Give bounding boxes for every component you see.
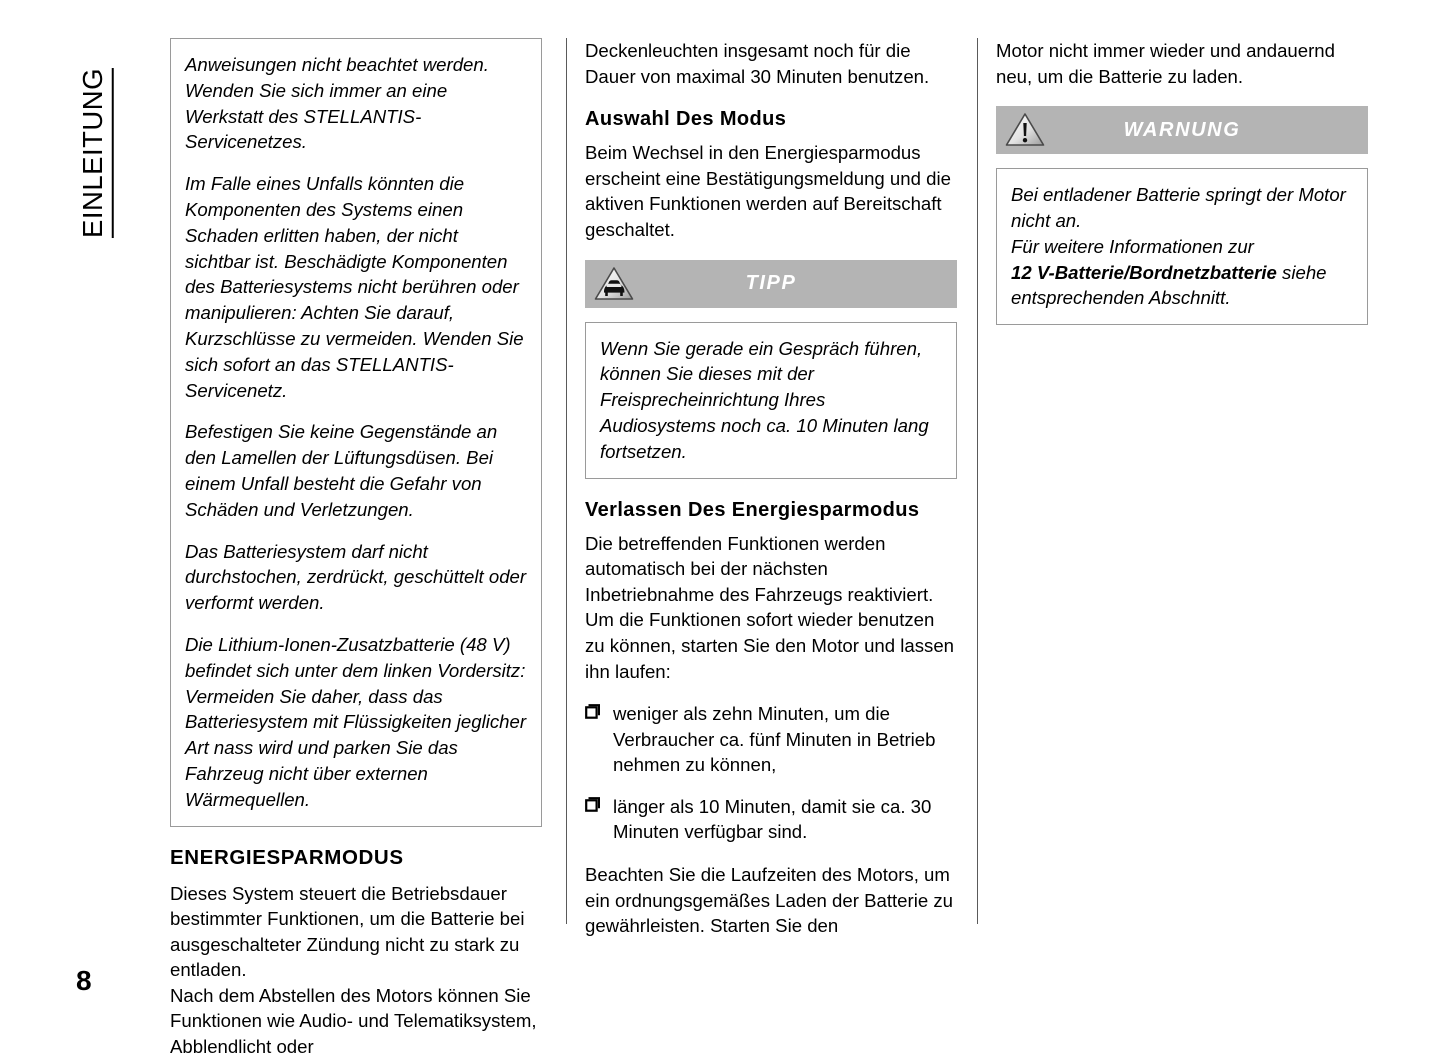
warning-note-bold-term: 12 V-Batterie/Bordnetzbatterie xyxy=(1011,261,1277,283)
list-item xyxy=(585,794,957,845)
column-divider-left xyxy=(566,38,567,924)
chapter-tab-label: EINLEITUNG xyxy=(79,68,114,238)
column-two xyxy=(585,38,957,939)
safety-note-paragraph: Anweisungen nicht beachtet werden. Wenden Sie sich immer an eine Werkstatt des STELLANTIS-Servicenetzes. xyxy=(185,54,489,153)
tip-note-text: Wenn Sie gerade ein Gespräch führen, können Sie dieses mit der Freisprecheinrichtung Ihres Audiosystems noch ca. 10 Minuten lang fortsetzen. xyxy=(600,337,929,462)
list-item-label: weniger als zehn Minuten, um die Verbraucher ca. fünf Minuten in Betrieb nehmen zu können, xyxy=(613,703,936,776)
page-number: 8 xyxy=(76,965,92,996)
list-item xyxy=(585,701,957,778)
body-paragraph: Beim Wechsel in den Energiesparmodus erscheint eine Bestätigungsmeldung und die aktiven Funktionen werden auf Bereitschaft geschaltet. xyxy=(585,142,951,240)
engine-runtime-list xyxy=(585,701,957,845)
body-paragraph: Beachten Sie die Laufzeiten des Motors, um ein ordnungsgemäßes Laden der Batterie zu gewährleisten. Starten Sie den xyxy=(585,864,953,937)
subsection-heading-auswahl-des-modus: Auswahl Des Modus xyxy=(585,108,787,131)
square-bullet-icon xyxy=(585,797,600,812)
section-heading-energiesparmodus: ENERGIESPARMODUS xyxy=(170,845,404,869)
warning-note-line-1: Bei entladener Batterie springt der Motor nicht an. xyxy=(1011,184,1346,231)
safety-note-paragraph: Die Lithium-Ionen-Zusatzbatterie (48 V) befindet sich unter dem linken Vordersitz: Vermeiden Sie daher, dass das Batteriesystem mit Flüssigkeiten jeglicher Art nass wird und parken Sie das Fahrzeug nicht über externen Wärmequellen. xyxy=(185,633,527,810)
list-item-label: länger als 10 Minuten, damit sie ca. 30 Minuten verfügbar sind. xyxy=(613,795,932,843)
subsection-heading-verlassen-des-energiesparmodus: Verlassen Des Energiesparmodus xyxy=(585,498,920,521)
warning-note-line-3-rest: siehe entsprechenden Abschnitt. xyxy=(1011,261,1327,309)
chapter-tab xyxy=(74,38,118,268)
tip-callout-label: TIPP xyxy=(745,272,797,295)
body-paragraph: Deckenleuchten insgesamt noch für die Dauer von maximal 30 Minuten benutzen. xyxy=(585,40,930,87)
car-triangle-icon xyxy=(593,265,635,303)
tip-callout-bar xyxy=(585,260,957,308)
body-paragraph: Nach dem Abstellen des Motors können Sie Funktionen wie Audio- und Telematiksystem, Abblendlicht oder xyxy=(170,984,537,1058)
warning-note-box xyxy=(996,168,1368,325)
column-divider-right xyxy=(977,38,978,924)
warning-note-line-2: Für weitere Informationen zur xyxy=(1011,235,1254,257)
column-three xyxy=(996,38,1368,343)
body-paragraph: Motor nicht immer wieder und andauernd neu, um die Batterie zu laden. xyxy=(996,40,1335,87)
body-paragraph: Die betreffenden Funktionen werden automatisch bei der nächsten Inbetriebnahme des Fahrzeugs reaktiviert. Um die Funktionen sofort wieder benutzen zu können, starten Sie den Motor und lassen ihn laufen: xyxy=(585,532,955,682)
safety-note-paragraph: Befestigen Sie keine Gegenstände an den Lamellen der Lüftungsdüsen. Bei einem Unfall besteht die Gefahr von Schäden und Verletzungen. xyxy=(185,421,498,520)
square-bullet-icon xyxy=(585,704,600,719)
column-one xyxy=(170,38,542,1060)
warning-callout-bar xyxy=(996,106,1368,154)
safety-note-paragraph: Im Falle eines Unfalls könnten die Komponenten des Systems einen Schaden erlitten haben, der nicht sichtbar ist. Beschädigte Komponenten des Batteriesystems nicht berühren oder manipulieren: Achten Sie darauf, Kurzschlüsse zu vermeiden. Wenden Sie sich sofort an das STELLANTIS-Servicenetz. xyxy=(185,173,524,401)
warning-callout-label: WARNUNG xyxy=(1123,118,1241,141)
safety-note-box xyxy=(170,38,542,827)
warning-note-text xyxy=(1011,182,1353,311)
body-paragraph: Dieses System steuert die Betriebsdauer bestimmter Funktionen, um die Batterie bei ausgeschalteter Zündung nicht zu stark zu entladen. xyxy=(170,882,525,981)
tip-note-box xyxy=(585,322,957,479)
safety-note-paragraph: Das Batteriesystem darf nicht durchstochen, zerdrückt, geschüttelt oder verformt werden. xyxy=(185,540,527,614)
exclamation-triangle-icon xyxy=(1004,111,1046,149)
